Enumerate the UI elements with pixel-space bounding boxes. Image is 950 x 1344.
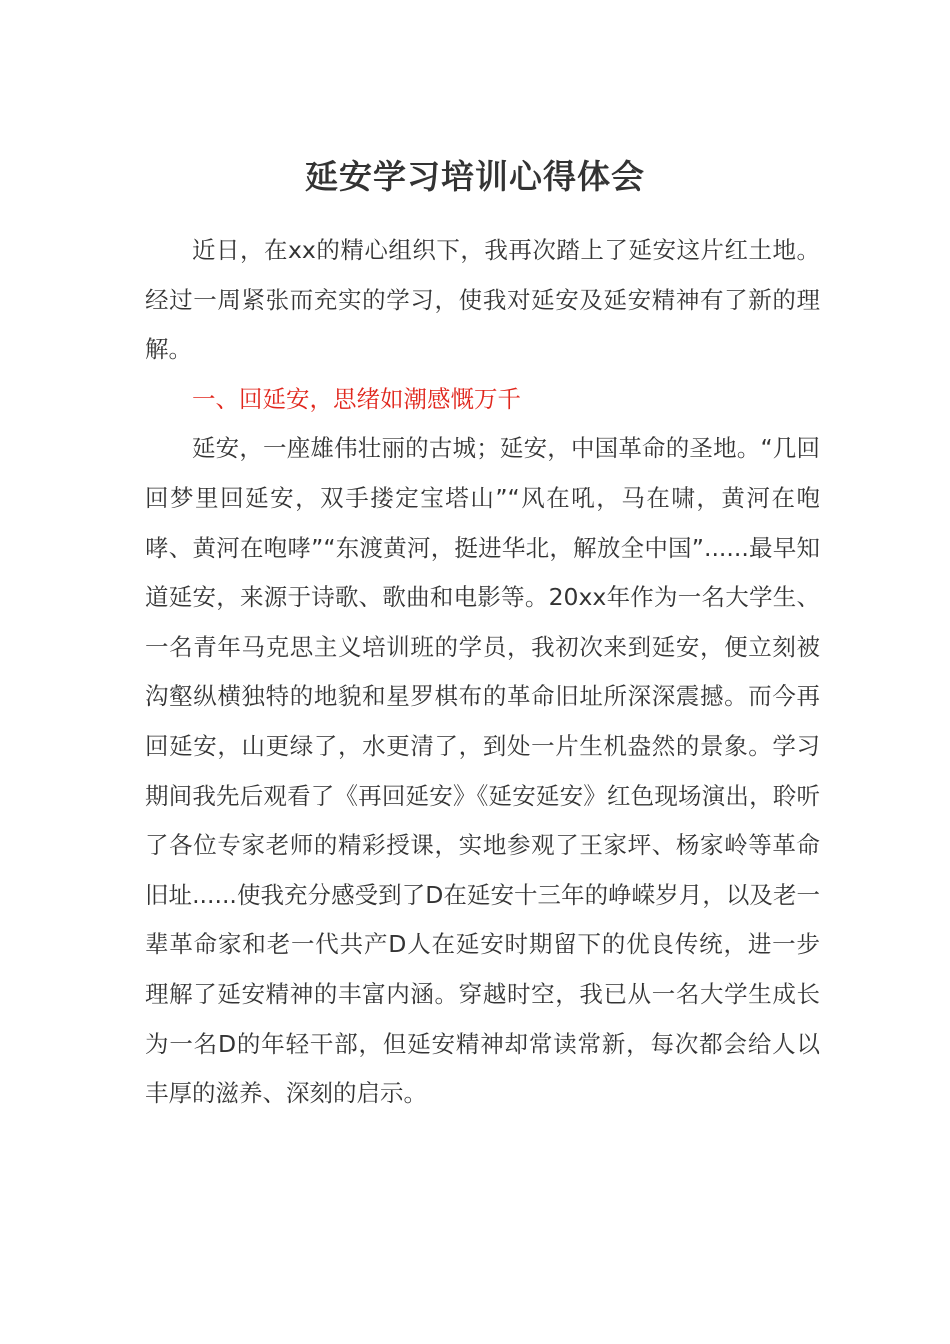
section-heading: 一、回延安，思绪如潮感慨万千: [192, 384, 521, 413]
document-body: [145, 226, 820, 1119]
intro-paragraph: 近日，在xx的精心组织下，我再次踏上了延安这片红土地。经过一周紧张而充实的学习，使我对延安及延安精神有了新的理解。: [145, 236, 820, 364]
section-paragraph: 延安，一座雄伟壮丽的古城；延安，中国革命的圣地。“几回回梦里回延安，双手搂定宝塔山”“风在吼，马在啸，黄河在咆哮、黄河在咆哮”“东渡黄河，挺进华北，解放全中国”......最早知道延安，来源于诗歌、歌曲和电影等。20xx年作为一名大学生、一名青年马克思主义培训班的学员，我初次来到延安，便立刻被沟壑纵横独特的地貌和星罗棋布的革命旧址所深深震撼。而今再回延安，山更绿了，水更清了，到处一片生机盎然的景象。学习期间我先后观看了《再回延安》《延安延安》红色现场演出，聆听了各位专家老师的精彩授课，实地参观了王家坪、杨家岭等革命旧址......使我充分感受到了D在延安十三年的峥嵘岁月，以及老一辈革命家和老一代共产D人在延安时期留下的优良传统，进一步理解了延安精神的丰富内涵。穿越时空，我已从一名大学生成长为一名D的年轻干部，但延安精神却常读常新，每次都会给人以丰厚的滋养、深刻的启示。: [145, 434, 820, 1108]
document-title: 延安学习培训心得体会: [305, 157, 645, 196]
